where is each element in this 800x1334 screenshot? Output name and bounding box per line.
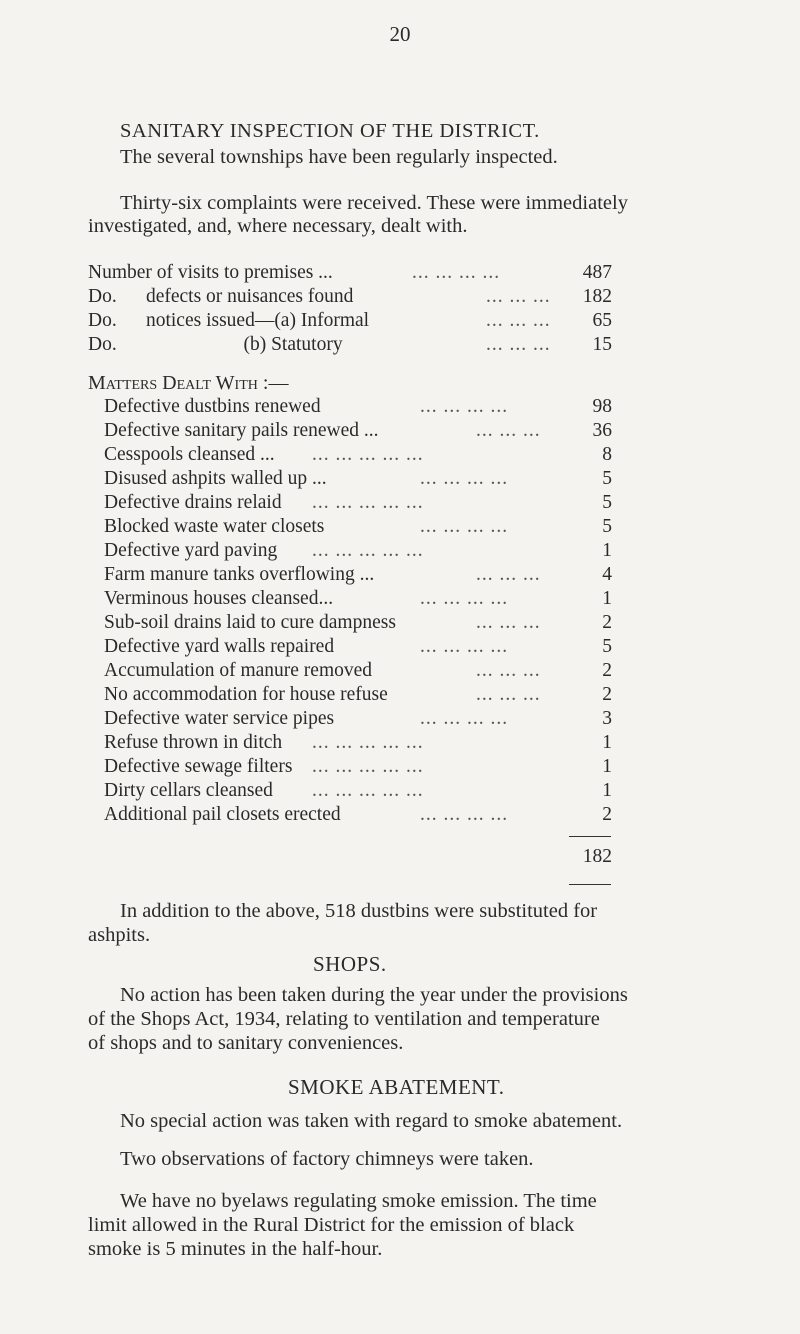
item-value: 1 xyxy=(602,732,612,753)
item-value: 1 xyxy=(602,780,612,801)
item-value: 2 xyxy=(602,804,612,825)
list-item xyxy=(0,396,800,423)
leader-dots: ... ... ... ... xyxy=(420,396,509,417)
list-item xyxy=(0,334,800,361)
item-label: Defective yard paving xyxy=(104,540,278,561)
item-value: 65 xyxy=(592,310,612,331)
item-value: 36 xyxy=(592,420,612,441)
list-item xyxy=(0,564,800,591)
list-item xyxy=(0,492,800,519)
item-label: Farm manure tanks overflowing ... xyxy=(104,564,375,585)
leader-dots: ... ... ... xyxy=(476,564,541,585)
item-label: Disused ashpits walled up ... xyxy=(104,468,327,489)
list-item xyxy=(0,780,800,807)
item-label: Verminous houses cleansed... xyxy=(104,588,334,609)
complaints-line-2: investigated, and, where necessary, dealt with. xyxy=(88,215,468,237)
list-item xyxy=(0,286,800,313)
item-value: 2 xyxy=(602,660,612,681)
leader-dots: ... ... ... xyxy=(486,286,551,307)
leader-dots: ... ... ... ... ... xyxy=(312,540,424,561)
item-label: Defective yard walls repaired xyxy=(104,636,335,657)
item-label: Defective drains relaid xyxy=(104,492,282,513)
list-item xyxy=(0,310,800,337)
item-label: No accommodation for house refuse xyxy=(104,684,388,705)
leader-dots: ... ... ... ... ... xyxy=(312,780,424,801)
item-label: Do. notices issued—(a) Informal xyxy=(88,310,370,331)
sanitary-intro: The several townships have been regularly inspected. xyxy=(120,146,558,168)
leader-dots: ... ... ... ... ... xyxy=(312,756,424,777)
list-item xyxy=(0,468,800,495)
item-value: 1 xyxy=(602,588,612,609)
item-value: 2 xyxy=(602,684,612,705)
list-item xyxy=(0,756,800,783)
smoke-line-3: We have no byelaws regulating smoke emission. The time xyxy=(120,1190,597,1212)
list-item xyxy=(0,612,800,639)
leader-dots: ... ... ... xyxy=(476,420,541,441)
item-value: 5 xyxy=(602,516,612,537)
list-item xyxy=(0,420,800,447)
item-label: Defective water service pipes xyxy=(104,708,335,729)
item-label: Sub-soil drains laid to cure dampness xyxy=(104,612,396,633)
list-item xyxy=(0,444,800,471)
item-label: Do. (b) Statutory xyxy=(88,334,343,355)
shops-line-1: No action has been taken during the year under the provisions xyxy=(120,984,628,1006)
list-item xyxy=(0,732,800,759)
leader-dots: ... ... ... xyxy=(476,612,541,633)
leader-dots: ... ... ... ... ... xyxy=(312,444,424,465)
item-value: 2 xyxy=(602,612,612,633)
addition-line-1: In addition to the above, 518 dustbins were substituted for xyxy=(120,900,598,922)
leader-dots: ... ... ... ... xyxy=(420,708,509,729)
item-label: Defective sanitary pails renewed ... xyxy=(104,420,379,441)
leader-dots: ... ... ... ... xyxy=(420,804,509,825)
matters-heading: Matters Dealt With :— xyxy=(88,372,289,394)
list-item xyxy=(0,660,800,687)
leader-dots: ... ... ... ... xyxy=(412,262,501,283)
complaints-line-1: Thirty-six complaints were received. These were immediately xyxy=(120,192,628,214)
item-value: 1 xyxy=(602,756,612,777)
item-label: Accumulation of manure removed xyxy=(104,660,373,681)
item-label: Defective dustbins renewed xyxy=(104,396,321,417)
shops-line-2: of the Shops Act, 1934, relating to ventilation and temperature xyxy=(88,1008,600,1030)
smoke-heading: SMOKE ABATEMENT. xyxy=(288,1075,505,1099)
item-label: Do. defects or nuisances found xyxy=(88,286,354,307)
item-label: Refuse thrown in ditch xyxy=(104,732,283,753)
leader-dots: ... ... ... ... xyxy=(420,636,509,657)
sanitary-heading: SANITARY INSPECTION OF THE DISTRICT. xyxy=(120,120,540,142)
list-item xyxy=(0,588,800,615)
smoke-line-1: No special action was taken with regard to smoke abatement. xyxy=(120,1110,623,1132)
item-label: Additional pail closets erected xyxy=(104,804,341,825)
leader-dots: ... ... ... ... xyxy=(420,588,509,609)
total-rule-bottom xyxy=(569,884,611,885)
list-item xyxy=(0,516,800,543)
item-value: 182 xyxy=(582,286,612,307)
item-label: Blocked waste water closets xyxy=(104,516,325,537)
leader-dots: ... ... ... xyxy=(476,684,541,705)
leader-dots: ... ... ... ... xyxy=(420,516,509,537)
leader-dots: ... ... ... ... ... xyxy=(312,492,424,513)
item-value: 5 xyxy=(602,636,612,657)
item-value: 3 xyxy=(602,708,612,729)
addition-line-2: ashpits. xyxy=(88,924,151,946)
leader-dots: ... ... ... ... xyxy=(420,468,509,489)
item-value: 487 xyxy=(582,262,612,283)
page-number: 20 xyxy=(389,22,411,46)
item-value: 8 xyxy=(602,444,612,465)
smoke-line-4: limit allowed in the Rural District for the emission of black xyxy=(88,1214,575,1236)
list-item xyxy=(0,684,800,711)
shops-line-3: of shops and to sanitary conveniences. xyxy=(88,1032,404,1054)
list-item xyxy=(0,636,800,663)
list-item xyxy=(0,262,800,289)
leader-dots: ... ... ... xyxy=(486,310,551,331)
item-label: Number of visits to premises ... xyxy=(88,262,333,283)
total-rule-top xyxy=(569,836,611,837)
smoke-line-2: Two observations of factory chimneys were taken. xyxy=(120,1148,534,1170)
list-item xyxy=(0,540,800,567)
item-label: Cesspools cleansed ... xyxy=(104,444,275,465)
item-label: Dirty cellars cleansed xyxy=(104,780,273,801)
list-item xyxy=(0,708,800,735)
item-value: 5 xyxy=(602,468,612,489)
smoke-line-5: smoke is 5 minutes in the half-hour. xyxy=(88,1238,383,1260)
total-value: 182 xyxy=(582,846,612,867)
item-value: 4 xyxy=(602,564,612,585)
item-value: 98 xyxy=(592,396,612,417)
leader-dots: ... ... ... xyxy=(476,660,541,681)
list-item xyxy=(0,804,800,831)
item-value: 1 xyxy=(602,540,612,561)
item-value: 15 xyxy=(592,334,612,355)
leader-dots: ... ... ... ... ... xyxy=(312,732,424,753)
item-value: 5 xyxy=(602,492,612,513)
shops-heading: SHOPS. xyxy=(313,952,387,976)
item-label: Defective sewage filters xyxy=(104,756,293,777)
leader-dots: ... ... ... xyxy=(486,334,551,355)
total-row xyxy=(0,846,800,873)
